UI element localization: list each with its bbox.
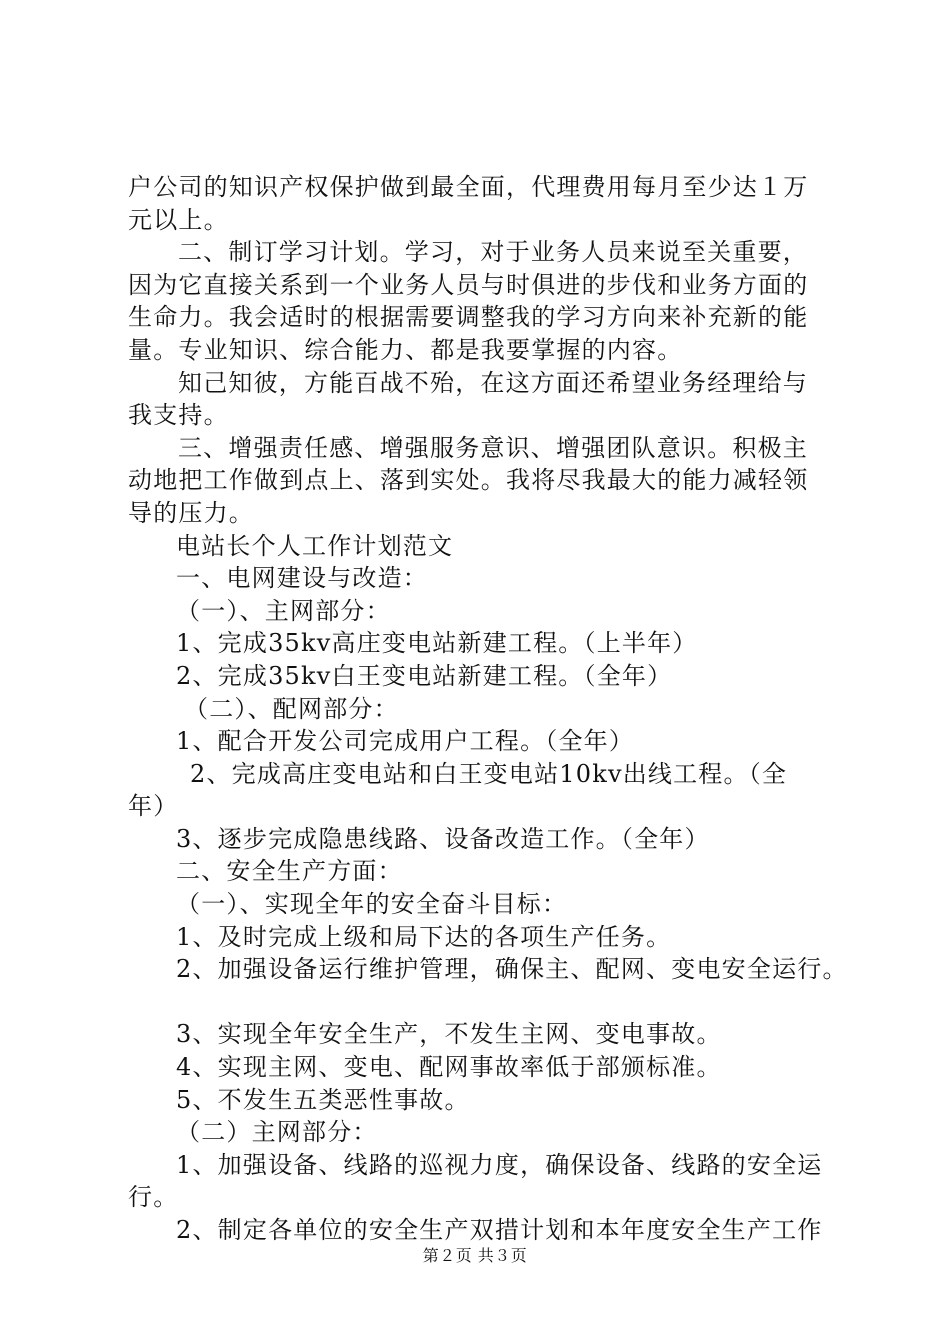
- paragraph-line: 知己知彼，方能百战不殆，在这方面还希望业务经理给与: [178, 368, 808, 397]
- paragraph-line: 年）: [128, 792, 179, 821]
- page-footer: [0, 1243, 950, 1266]
- paragraph-line: 5、不发生五类恶性事故。: [176, 1085, 470, 1114]
- paragraph-line: 3、实现全年安全生产，不发生主网、变电事故。: [176, 1020, 722, 1049]
- paragraph-line: 二、安全生产方面：: [176, 857, 403, 886]
- paragraph-line: （二）、配网部分：: [184, 694, 399, 723]
- paragraph-line: 户公司的知识产权保护做到最全面，代理费用每月至少达１万: [128, 173, 809, 201]
- paragraph-line: 我支持。: [128, 401, 229, 430]
- section-heading: 电站长个人工作计划范文: [176, 531, 454, 560]
- paragraph-line: 二、制订学习计划。学习，对于业务人员来说至关重要，: [178, 238, 808, 267]
- paragraph-line: 4、实现主网、变电、配网事故率低于部颁标准。: [176, 1053, 722, 1082]
- paragraph-line: 行。: [128, 1183, 179, 1212]
- paragraph-line: （一）、实现全年的安全奋斗目标：: [176, 890, 568, 919]
- paragraph-line: 2、完成高庄变电站和白王变电站10kv出线工程。（全: [190, 759, 788, 788]
- paragraph-line: 1、完成35kv高庄变电站新建工程。（上半年）: [176, 629, 698, 658]
- paragraph-line: 2、加强设备运行维护管理，确保主、配网、变电安全运行。: [176, 955, 848, 984]
- document-body: [128, 171, 848, 1247]
- paragraph-line: 一、电网建设与改造：: [176, 564, 428, 593]
- paragraph-line: 三、增强责任感、增强服务意识、增强团队意识。积极主: [178, 433, 808, 462]
- paragraph-line: 量。专业知识、综合能力、都是我要掌握的内容。: [128, 335, 683, 364]
- paragraph-line: 3、逐步完成隐患线路、设备改造工作。（全年）: [176, 824, 710, 853]
- paragraph-line: 1、配合开发公司完成用户工程。（全年）: [176, 727, 635, 756]
- paragraph-line: 2、制定各单位的安全生产双措计划和本年度安全生产工作: [176, 1216, 823, 1244]
- page-indicator: 第２页 共３页: [422, 1246, 528, 1265]
- paragraph-line: 元以上。: [128, 205, 229, 234]
- paragraph-line: 因为它直接关系到一个业务人员与时俱进的步伐和业务方面的: [128, 270, 809, 299]
- paragraph-line: 2、完成35kv白王变电站新建工程。（全年）: [176, 661, 673, 690]
- paragraph-line: 生命力。我会适时的根据需要调整我的学习方向来补充新的能: [128, 303, 809, 332]
- blank-line: [128, 986, 843, 1019]
- paragraph-line: （一）、主网部分：: [176, 596, 391, 625]
- paragraph-line: 动地把工作做到点上、落到实处。我将尽我最大的能力减轻领: [128, 466, 809, 495]
- paragraph-line: 导的压力。: [128, 498, 254, 527]
- paragraph-line: （二）主网部分：: [176, 1118, 378, 1147]
- paragraph-line: 1、加强设备、线路的巡视力度，确保设备、线路的安全运: [176, 1150, 823, 1179]
- paragraph-line: 1、及时完成上级和局下达的各项生产任务。: [176, 922, 672, 951]
